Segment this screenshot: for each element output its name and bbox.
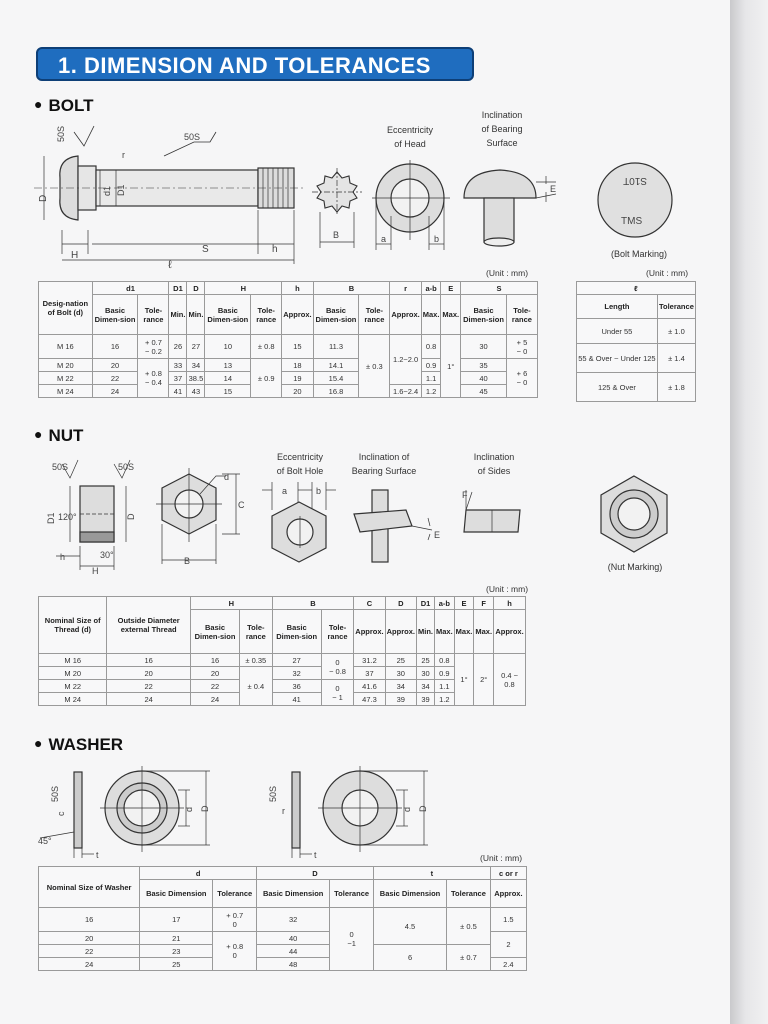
table-cell: 0.9 bbox=[434, 667, 454, 680]
cell-line: + 0.8 bbox=[144, 369, 162, 378]
table-cell: 1.6~2.4 bbox=[390, 385, 421, 398]
label-a: a bbox=[282, 486, 288, 496]
bolt-dimension-table bbox=[38, 281, 538, 398]
col-head-B: B bbox=[313, 282, 390, 295]
table-cell: 15 bbox=[205, 385, 251, 398]
table-cell: 10 bbox=[205, 335, 251, 359]
table-cell: 35 bbox=[461, 359, 507, 372]
length-head: ℓ bbox=[577, 282, 696, 295]
table-cell: 1.1 bbox=[434, 680, 454, 693]
label-E: E bbox=[550, 184, 557, 194]
label-D: D bbox=[38, 194, 49, 202]
table-cell: 20 bbox=[282, 385, 313, 398]
subhead-max: Max. bbox=[441, 295, 461, 335]
label-h: h bbox=[272, 244, 278, 255]
cell-line: + 0.8 bbox=[226, 942, 244, 951]
label-H: H bbox=[71, 250, 79, 261]
cell-line: + 0.7 bbox=[144, 337, 162, 347]
table-cell: 4.5 bbox=[373, 908, 446, 945]
caption-line: Inclination bbox=[473, 452, 515, 462]
col-head-d1: d1 bbox=[92, 282, 169, 295]
label-t: t bbox=[314, 850, 317, 860]
col-head-d: d bbox=[140, 867, 257, 880]
table-cell: M 20 bbox=[39, 359, 93, 372]
table-row bbox=[39, 385, 538, 398]
col-head-nominal: Nominal Size of Washer bbox=[39, 867, 140, 908]
label-50s-a: 50S bbox=[52, 462, 69, 472]
table-cell bbox=[321, 654, 354, 680]
table-cell: 2 bbox=[490, 932, 526, 958]
label-r: r bbox=[282, 806, 285, 816]
caption-line: of Bolt Hole bbox=[276, 466, 324, 476]
label-120: 120° bbox=[58, 512, 77, 522]
unit-label-nut: (Unit : mm) bbox=[486, 584, 529, 594]
table-cell: 15.4 bbox=[313, 372, 359, 385]
subhead-approx: Approx. bbox=[354, 610, 385, 654]
table-cell: 48 bbox=[257, 958, 330, 971]
table-cell: ± 1.0 bbox=[657, 319, 695, 344]
page-title: 1. DIMENSION AND TOLERANCES bbox=[36, 47, 474, 81]
table-cell bbox=[330, 908, 374, 971]
col-head-h: h bbox=[282, 282, 313, 295]
label-50s-b: 50S bbox=[118, 462, 135, 472]
caption-line: Bearing Surface bbox=[351, 466, 417, 476]
cell-line: 0 bbox=[335, 657, 340, 667]
table-cell: 55 & Over ~ Under 125 bbox=[577, 344, 658, 373]
label-h: h bbox=[60, 552, 66, 562]
table-cell: 20 bbox=[107, 667, 191, 680]
table-cell: 1.5 bbox=[490, 908, 526, 932]
table-cell: 21 bbox=[140, 932, 213, 945]
subhead-basic: Basic Dimension bbox=[373, 880, 446, 908]
label-D: D bbox=[126, 513, 136, 520]
col-head-S: S bbox=[461, 282, 538, 295]
label-t: t bbox=[96, 850, 99, 860]
table-cell: 22 bbox=[107, 680, 191, 693]
subhead-tol: Tolerance bbox=[330, 880, 374, 908]
table-cell: 16 bbox=[107, 654, 191, 667]
subhead-min: Min. bbox=[169, 295, 187, 335]
label-d1: d1 bbox=[102, 185, 112, 196]
section-label-washer: WASHER bbox=[48, 735, 124, 754]
subhead-approx: Approx. bbox=[494, 610, 526, 654]
col-head-t: t bbox=[373, 867, 490, 880]
cell-line: − 1 bbox=[332, 692, 343, 702]
table-cell: 24 bbox=[39, 958, 140, 971]
label-a: a bbox=[381, 234, 387, 244]
subhead-max: Max. bbox=[454, 610, 474, 654]
subhead-tole: Tole-rance bbox=[138, 295, 169, 335]
col-head-designation: Desig-nation of Bolt (d) bbox=[39, 282, 93, 335]
label-d: d bbox=[224, 472, 230, 482]
subhead-min: Min. bbox=[416, 610, 434, 654]
table-cell: 40 bbox=[461, 372, 507, 385]
nut-side-view-drawing bbox=[34, 458, 154, 578]
table-cell: M 24 bbox=[39, 693, 107, 706]
length-col-length: Length bbox=[577, 295, 658, 319]
table-cell: 34 bbox=[385, 680, 416, 693]
table-cell: 27 bbox=[272, 654, 321, 667]
col-head-D: D bbox=[385, 597, 416, 610]
table-cell: 11.3 bbox=[313, 335, 359, 359]
cell-line: 0 bbox=[349, 930, 354, 939]
table-cell: 39 bbox=[385, 693, 416, 706]
table-cell: ± 0.3 bbox=[359, 335, 390, 398]
table-cell: ± 1.8 bbox=[657, 373, 695, 402]
subhead-basic: Basic Dimen-sion bbox=[205, 295, 251, 335]
nut-marking-drawing bbox=[596, 476, 676, 556]
cell-line: − 0.2 bbox=[144, 346, 162, 356]
table-cell: Under 55 bbox=[577, 319, 658, 344]
label-50s-a: 50S bbox=[50, 785, 60, 802]
section-label-bolt: BOLT bbox=[48, 96, 94, 115]
caption-line: of Sides bbox=[477, 466, 511, 476]
table-cell: 30 bbox=[461, 335, 507, 359]
length-tolerance-table bbox=[576, 281, 696, 402]
cell-line: 0 bbox=[232, 951, 237, 960]
table-cell: 36 bbox=[272, 680, 321, 693]
caption-line: Eccentricity bbox=[386, 125, 433, 135]
label-30: 30° bbox=[100, 550, 114, 560]
label-50s-top: 50S bbox=[184, 132, 201, 142]
label-D1: D1 bbox=[46, 512, 56, 524]
label-50s-b: 50S bbox=[268, 785, 278, 802]
table-cell: 47.3 bbox=[354, 693, 385, 706]
subhead-max: Max. bbox=[421, 295, 441, 335]
col-head-D1: D1 bbox=[169, 282, 187, 295]
col-head-D1: D1 bbox=[416, 597, 434, 610]
table-cell bbox=[138, 335, 169, 359]
subhead-max: Max. bbox=[434, 610, 454, 654]
table-row bbox=[39, 945, 527, 958]
col-head-outside: Outside Diameter external Thread bbox=[107, 597, 191, 654]
table-cell: 13 bbox=[205, 359, 251, 372]
unit-label-length: (Unit : mm) bbox=[646, 268, 689, 278]
table-cell: 24 bbox=[190, 693, 239, 706]
label-50s: 50S bbox=[56, 125, 66, 142]
washer-chamfered-drawing bbox=[34, 762, 224, 862]
table-cell: M 16 bbox=[39, 654, 107, 667]
table-cell: 14.1 bbox=[313, 359, 359, 372]
table-row bbox=[577, 319, 696, 344]
cell-line: + 6 bbox=[516, 369, 528, 378]
table-cell bbox=[506, 335, 537, 359]
table-row bbox=[577, 373, 696, 402]
table-cell: ± 0.35 bbox=[240, 654, 273, 667]
table-cell: 2° bbox=[474, 654, 494, 706]
marking-bottom-text: TMS bbox=[621, 216, 643, 227]
col-head-cr: c or r bbox=[490, 867, 526, 880]
label-C: C bbox=[238, 500, 245, 510]
label-E: E bbox=[434, 530, 441, 540]
table-cell: 1.2 bbox=[421, 385, 441, 398]
unit-label-bolt: (Unit : mm) bbox=[486, 268, 529, 278]
table-cell: 39 bbox=[416, 693, 434, 706]
label-D1: D1 bbox=[116, 184, 126, 196]
cell-line: − 0.4 bbox=[144, 378, 162, 387]
table-cell: ± 0.7 bbox=[447, 945, 491, 971]
table-cell: 40 bbox=[257, 932, 330, 945]
table-cell bbox=[213, 932, 257, 971]
table-cell bbox=[213, 908, 257, 932]
col-head-nominal: Nominal Size of Thread (d) bbox=[39, 597, 107, 654]
label-b: b bbox=[434, 234, 440, 244]
caption-eccentricity-bolt-hole bbox=[262, 450, 338, 478]
nut-inclination-bearing-drawing bbox=[350, 490, 445, 570]
nut-eccentricity-drawing bbox=[262, 480, 342, 570]
col-head-F: F bbox=[474, 597, 494, 610]
caption-line: Eccentricity bbox=[276, 452, 323, 462]
subhead-basic: Basic Dimension bbox=[257, 880, 330, 908]
subhead-approx: Approx. bbox=[282, 295, 313, 335]
nut-top-view-drawing bbox=[156, 468, 246, 578]
col-head-ab: a-b bbox=[421, 282, 441, 295]
section-label-nut: NUT bbox=[48, 426, 84, 445]
caption-inclination-of-sides bbox=[456, 450, 532, 478]
table-row bbox=[39, 908, 527, 932]
table-cell: ± 0.9 bbox=[251, 359, 282, 398]
section-heading-washer bbox=[34, 735, 123, 755]
table-cell: 22 bbox=[92, 372, 138, 385]
subhead-tole: Tole-rance bbox=[506, 295, 537, 335]
table-row bbox=[39, 335, 538, 359]
table-cell: 0.8 bbox=[434, 654, 454, 667]
cell-line: − 0 bbox=[516, 378, 528, 387]
caption-line: of Bearing bbox=[481, 124, 523, 134]
section-heading-bolt bbox=[34, 96, 93, 116]
table-cell: 16 bbox=[39, 908, 140, 932]
section-heading-nut bbox=[34, 426, 83, 446]
length-col-tol: Tolerance bbox=[657, 295, 695, 319]
table-cell: 14 bbox=[205, 372, 251, 385]
table-cell: M 22 bbox=[39, 372, 93, 385]
table-cell: 30 bbox=[385, 667, 416, 680]
label-r: r bbox=[122, 150, 125, 160]
table-cell: 0.8 bbox=[421, 335, 441, 359]
caption-line: Inclination of bbox=[358, 452, 410, 462]
table-row bbox=[39, 667, 526, 680]
table-cell: 15 bbox=[282, 335, 313, 359]
table-cell: 2.4 bbox=[490, 958, 526, 971]
table-cell: 41.6 bbox=[354, 680, 385, 693]
table-cell: 25 bbox=[140, 958, 213, 971]
subhead-tole: Tole-rance bbox=[359, 295, 390, 335]
table-cell: 37 bbox=[354, 667, 385, 680]
table-cell bbox=[138, 359, 169, 398]
table-cell: 31.2 bbox=[354, 654, 385, 667]
table-cell: 1.1 bbox=[421, 372, 441, 385]
cell-line: − 0.8 bbox=[329, 666, 346, 676]
caption-inclination-bearing-surface bbox=[342, 450, 426, 478]
table-cell: ± 1.4 bbox=[657, 344, 695, 373]
subhead-basic: Basic Dimen-sion bbox=[461, 295, 507, 335]
label-c: c bbox=[56, 811, 66, 816]
subhead-approx: Approx. bbox=[390, 295, 421, 335]
table-cell: 32 bbox=[272, 667, 321, 680]
subhead-tole: Tole-rance bbox=[321, 610, 354, 654]
caption-nut-marking: (Nut Marking) bbox=[607, 562, 663, 572]
table-cell: 1° bbox=[441, 335, 461, 398]
table-cell: M 16 bbox=[39, 335, 93, 359]
table-cell: 19 bbox=[282, 372, 313, 385]
table-cell: 44 bbox=[257, 945, 330, 958]
cell-line: + 5 bbox=[516, 337, 528, 347]
label-45: 45° bbox=[38, 836, 52, 846]
table-cell: 25 bbox=[416, 654, 434, 667]
col-head-h: h bbox=[494, 597, 526, 610]
label-d: d bbox=[184, 806, 194, 812]
cell-line: 0 bbox=[232, 919, 237, 929]
label-d: d bbox=[402, 806, 412, 812]
bullet-icon: ● bbox=[34, 96, 43, 112]
subhead-basic: Basic Dimen-sion bbox=[92, 295, 138, 335]
cell-line: + 0.7 bbox=[226, 910, 244, 920]
table-cell: 24 bbox=[92, 385, 138, 398]
col-head-H: H bbox=[190, 597, 272, 610]
table-cell: 1.2 bbox=[434, 693, 454, 706]
marking-top-text: S10T bbox=[623, 175, 647, 186]
table-cell: M 24 bbox=[39, 385, 93, 398]
table-row bbox=[39, 693, 526, 706]
table-cell: 125 & Over bbox=[577, 373, 658, 402]
table-row bbox=[39, 372, 538, 385]
table-cell: 38.5 bbox=[188, 373, 204, 383]
table-cell: 1.2~2.0 bbox=[390, 335, 421, 385]
table-cell: 23 bbox=[140, 945, 213, 958]
bolt-inclination-drawing bbox=[460, 162, 560, 252]
page-edge-shadow bbox=[730, 0, 768, 1024]
table-row bbox=[577, 344, 696, 373]
table-cell: 45 bbox=[461, 385, 507, 398]
subhead-basic: Basic Dimen-sion bbox=[313, 295, 359, 335]
bullet-icon: ● bbox=[34, 426, 43, 442]
table-cell bbox=[321, 680, 354, 706]
label-D: D bbox=[418, 805, 428, 812]
caption-bolt-marking: (Bolt Marking) bbox=[610, 249, 667, 259]
washer-round-drawing bbox=[260, 762, 440, 862]
caption-inclination-bearing bbox=[462, 108, 542, 150]
subhead-tole: Tole-rance bbox=[251, 295, 282, 335]
label-B: B bbox=[333, 230, 340, 240]
cell-line: − 0 bbox=[516, 346, 528, 356]
cell-line: −1 bbox=[347, 939, 356, 948]
table-cell: 34 bbox=[187, 359, 205, 372]
nut-inclination-sides-drawing bbox=[456, 488, 536, 548]
col-head-D: D bbox=[187, 282, 205, 295]
subhead-basic: Basic Dimen-sion bbox=[190, 610, 239, 654]
table-cell: 34 bbox=[416, 680, 434, 693]
label-l: ℓ bbox=[168, 259, 172, 271]
table-cell: 20 bbox=[190, 667, 239, 680]
nut-dimension-table bbox=[38, 596, 526, 706]
caption-line: Inclination bbox=[481, 110, 523, 120]
caption-line: Surface bbox=[486, 138, 518, 148]
table-cell: 43 bbox=[187, 385, 205, 398]
table-cell: 25 bbox=[385, 654, 416, 667]
label-S: S bbox=[202, 244, 209, 255]
subhead-tol: Tolerance bbox=[213, 880, 257, 908]
table-row bbox=[39, 359, 538, 372]
unit-label-washer: (Unit : mm) bbox=[480, 853, 523, 863]
table-cell: 41 bbox=[169, 385, 187, 398]
bolt-end-view-drawing bbox=[312, 172, 362, 262]
label-F: F bbox=[462, 490, 468, 500]
table-cell: 41 bbox=[272, 693, 321, 706]
table-cell: 22 bbox=[190, 680, 239, 693]
table-cell: 27 bbox=[187, 335, 205, 359]
table-cell: 1° bbox=[454, 654, 474, 706]
bolt-side-view-drawing bbox=[34, 118, 344, 271]
table-cell: ± 0.4 bbox=[240, 667, 273, 706]
subhead-tol: Tolerance bbox=[447, 880, 491, 908]
col-head-E: E bbox=[441, 282, 461, 295]
cell-line: 0 bbox=[335, 683, 340, 693]
col-head-B: B bbox=[272, 597, 354, 610]
table-cell: 16.8 bbox=[313, 385, 359, 398]
table-cell bbox=[506, 359, 537, 398]
subhead-approx: Approx. bbox=[385, 610, 416, 654]
col-head-E: E bbox=[454, 597, 474, 610]
table-cell: 26 bbox=[169, 335, 187, 359]
subhead-tole: Tole-rance bbox=[240, 610, 273, 654]
table-cell: 0.9 bbox=[421, 359, 441, 372]
table-cell: 37 bbox=[169, 372, 187, 385]
table-row bbox=[39, 680, 526, 693]
table-cell: M 22 bbox=[39, 680, 107, 693]
subhead-max: Max. bbox=[474, 610, 494, 654]
table-cell: ± 0.5 bbox=[447, 908, 491, 945]
label-D: D bbox=[200, 805, 210, 812]
subhead-basic: Basic Dimension bbox=[140, 880, 213, 908]
label-H: H bbox=[92, 566, 99, 576]
table-cell: 16 bbox=[190, 654, 239, 667]
col-head-D: D bbox=[257, 867, 374, 880]
table-row bbox=[39, 654, 526, 667]
table-cell: ± 0.8 bbox=[251, 335, 282, 359]
table-cell: 32 bbox=[257, 908, 330, 932]
table-cell: 24 bbox=[107, 693, 191, 706]
washer-dimension-table bbox=[38, 866, 527, 971]
label-B: B bbox=[184, 556, 191, 566]
col-head-H: H bbox=[205, 282, 282, 295]
col-head-r: r bbox=[390, 282, 421, 295]
caption-eccentricity-of-head bbox=[370, 123, 450, 151]
bullet-icon: ● bbox=[34, 735, 43, 751]
table-cell: 0.4 ~ 0.8 bbox=[494, 654, 526, 706]
col-head-ab: a-b bbox=[434, 597, 454, 610]
label-b: b bbox=[316, 486, 322, 496]
table-cell: 17 bbox=[140, 908, 213, 932]
subhead-min: Min. bbox=[187, 295, 205, 335]
bolt-marking-drawing bbox=[597, 162, 677, 242]
table-cell: 20 bbox=[39, 932, 140, 945]
table-cell: 6 bbox=[373, 945, 446, 971]
table-cell: 22 bbox=[39, 945, 140, 958]
col-head-C: C bbox=[354, 597, 385, 610]
table-cell: 20 bbox=[92, 359, 138, 372]
subhead-approx: Approx. bbox=[490, 880, 526, 908]
table-cell: 30 bbox=[416, 667, 434, 680]
bolt-eccentricity-drawing bbox=[372, 160, 452, 255]
table-cell: M 20 bbox=[39, 667, 107, 680]
table-cell: 33 bbox=[169, 359, 187, 372]
subhead-basic: Basic Dimen-sion bbox=[272, 610, 321, 654]
table-cell: 18 bbox=[282, 359, 313, 372]
table-cell: 16 bbox=[92, 335, 138, 359]
caption-line: of Head bbox=[394, 139, 426, 149]
